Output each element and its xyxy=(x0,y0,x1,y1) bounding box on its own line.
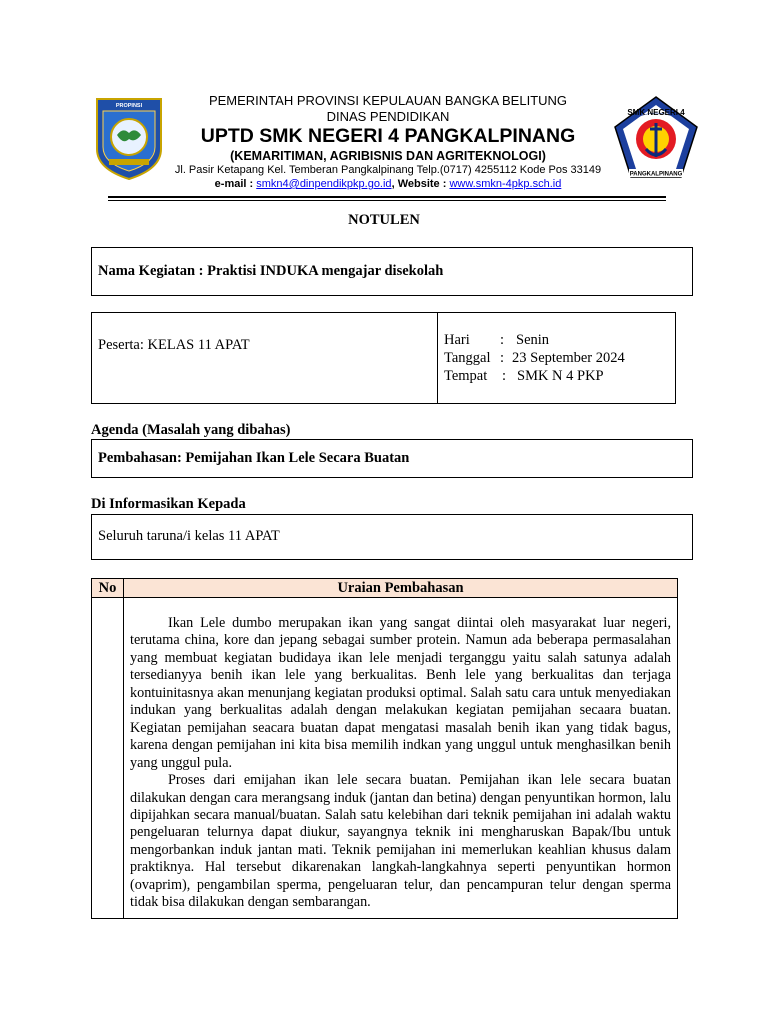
date-label: Tanggal xyxy=(444,350,491,366)
activity-box xyxy=(91,247,693,296)
date-value: 23 September 2024 xyxy=(512,350,625,366)
place-label: Tempat xyxy=(444,368,488,384)
informed-label: Di Informasikan Kepada xyxy=(91,496,246,512)
discussion-body xyxy=(130,615,671,912)
place-sep: : xyxy=(502,368,507,384)
school-logo xyxy=(613,95,699,181)
agenda-label: Agenda (Masalah yang dibahas) xyxy=(91,422,291,438)
letterhead-divider-thick xyxy=(108,196,666,198)
school-logo-bottom-text: PANGKALPINANG xyxy=(629,171,683,178)
date-row xyxy=(444,350,625,367)
day-label: Hari xyxy=(444,332,470,348)
date-sep: : xyxy=(500,350,505,366)
department-line: DINAS PENDIDIKAN xyxy=(326,109,450,124)
place-row xyxy=(444,368,604,385)
discussion-paragraph: Proses dari emijahan ikan lele secara buatan. Pemijahan ikan lele secara buatan dilakukan dengan cara merangsang induk (jantan dan betina) dengan penyuntikan hormon, lalu dipijahkan secara manual/buatan. Salah satu kelebihan dari teknik pemijahan ini adalah waktu pengeluaran telurnya dapat diukur, sayangnya teknik ini mengharuskan Bapak/Ibu untuk mengorbankan induk jantan mati. Teknik pemijahan ini memerlukan keahlian khusus dalam praktiknya. Hal tersebut dikarenakan langkah-langkahnya seperti penyuntikan hormon (ovaprim), pengambilan sperma, pengeluaran telur, dan pencampuran telur dengan sperma tidak bisa dilakukan dengan sembarangan. xyxy=(130,772,671,911)
school-name: UPTD SMK NEGERI 4 PANGKALPINANG xyxy=(200,125,576,147)
agenda-topic: Pembahasan: Pemijahan Ikan Lele Secara Buatan xyxy=(98,450,410,466)
document-title: NOTULEN xyxy=(348,212,420,228)
website-label: Website : xyxy=(397,178,450,190)
discussion-table xyxy=(91,578,678,919)
province-logo-text: PROPINSI xyxy=(115,103,143,109)
participants-box xyxy=(91,312,438,404)
informed-box xyxy=(91,514,693,560)
participants: Peserta: KELAS 11 APAT xyxy=(98,337,250,353)
activity-name: Nama Kegiatan : Praktisi INDUKA mengajar disekolah xyxy=(98,263,444,279)
discussion-paragraph: Ikan Lele dumbo merupakan ikan yang sangat diintai oleh masyarakat luar negeri, terutama china, kore dan jepang sebagai sumber protein. Namun ada beberapa permasalahan yang membuat kegiatan budidaya ikan lele menjadi terganggu yaitu salah satunya adalah tersedianyya benih ikan lele yang berkualitas. Benh lele yang berkualitas dan terjaga kontuinitasnya akan menunjang kegiatan produksi optimal. Salah satu cara untuk menyediakan indukan yang berkualitas adalah dengan melakukan kegiatan pemijahan secaara buatan. Kegiatan pemijahan seacara buatan dapat mengatasi masalah benih ikan yang tidak bagus, karena dengan pemijahan ini kita bisa memilih indkan yang unggul untuk menghasilkan benih yang unggul pula. xyxy=(130,615,671,771)
agenda-box xyxy=(91,439,693,478)
informed-recipients: Seluruh taruna/i kelas 11 APAT xyxy=(98,528,280,544)
government-line: PEMERINTAH PROVINSI KEPULAUAN BANGKA BELITUNG xyxy=(208,93,568,108)
school-address: Jl. Pasir Ketapang Kel. Temberan Pangkalpinang Telp.(0717) 4255112 Kode Pos 33149 xyxy=(174,164,602,176)
school-program: (KEMARITIMAN, AGRIBISNIS DAN AGRITEKNOLOGI) xyxy=(230,149,546,163)
schedule-box xyxy=(437,312,676,404)
website-link[interactable]: www.smkn-4pkp.sch.id xyxy=(449,178,562,190)
day-row xyxy=(444,332,549,349)
day-value: Senin xyxy=(516,332,550,348)
column-header-no: No xyxy=(92,579,124,598)
day-sep: : xyxy=(500,332,505,348)
email-link[interactable]: smkn4@dinpendikpkp.go.id xyxy=(256,178,392,190)
school-logo-top-text: SMK NEGERI 4 xyxy=(627,108,685,117)
letterhead-divider-thin xyxy=(108,200,666,201)
province-logo xyxy=(95,97,163,181)
contact-line: e-mail : smkn4@dinpendikpkp.go.id, Website : www.smkn-4pkp.sch.id xyxy=(214,178,562,190)
column-header-uraian: Uraian Pembahasan xyxy=(124,579,677,598)
column-divider xyxy=(123,598,124,918)
place-value: SMK N 4 PKP xyxy=(517,368,604,384)
email-label: e-mail : xyxy=(214,178,257,190)
